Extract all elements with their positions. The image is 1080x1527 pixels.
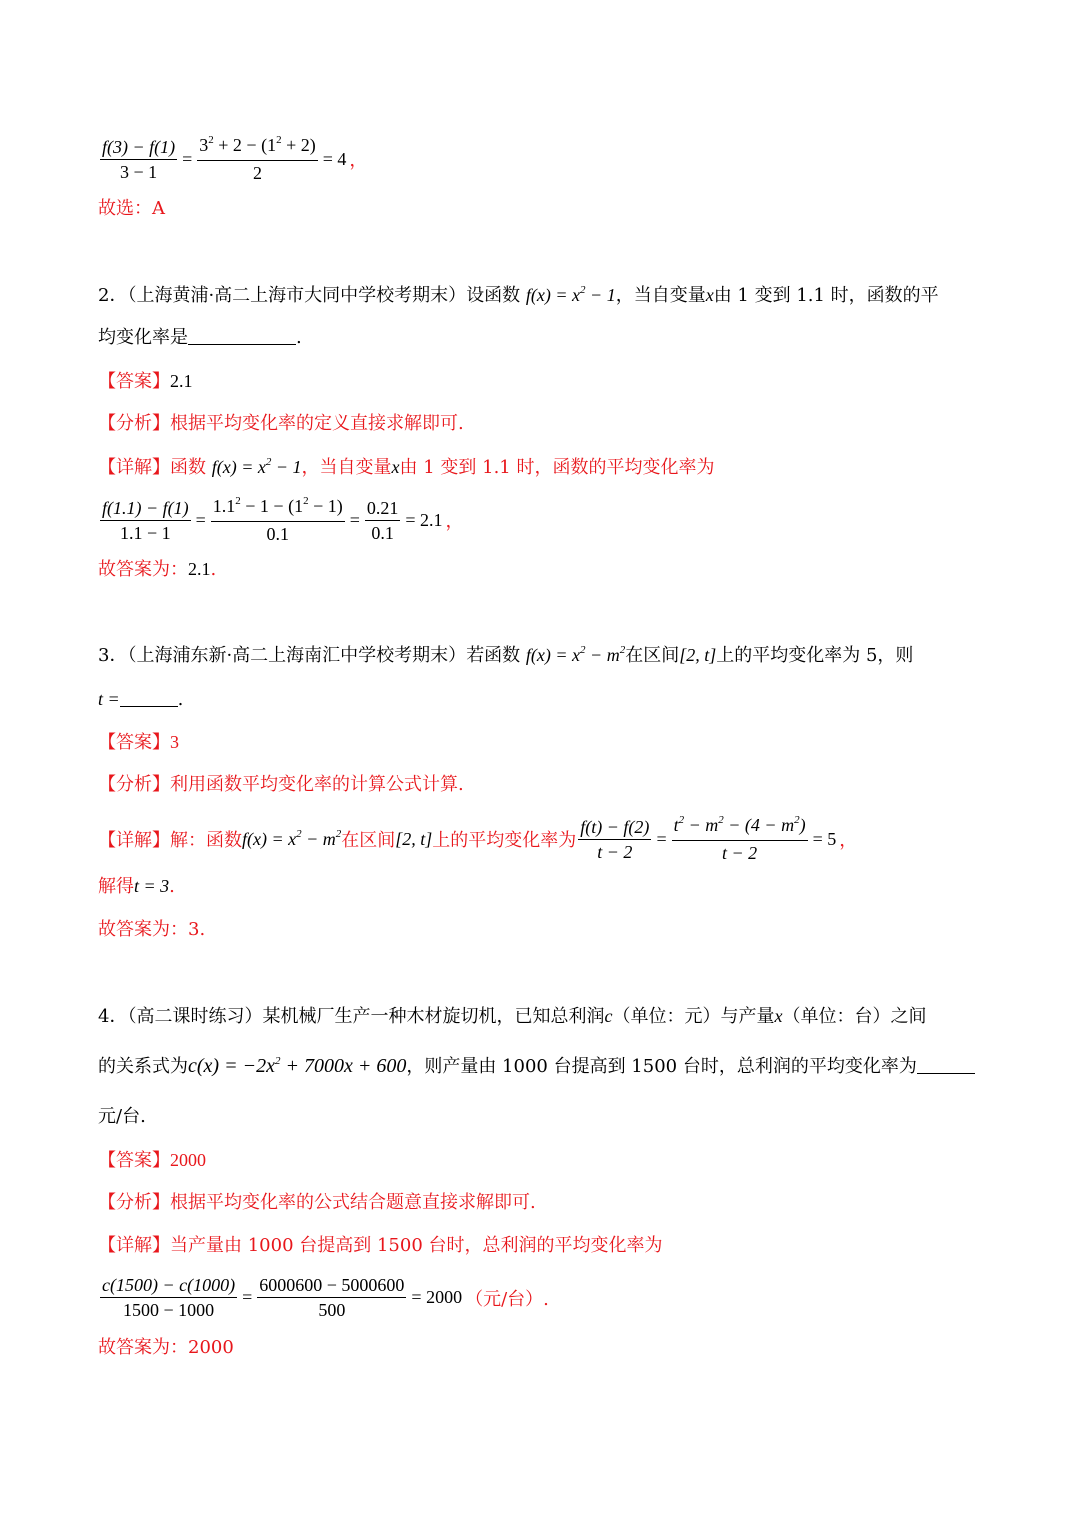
- numerator: f(1.1) − f(1): [100, 496, 191, 521]
- exponent: 2: [718, 814, 724, 826]
- function-expression: [188, 1055, 406, 1077]
- question-text: ，当自变量: [615, 285, 706, 306]
- function-expression: [212, 457, 302, 477]
- q3-analysis: [98, 772, 464, 798]
- question-text: ，则产量由 1000 台提高到 1500 台时，总利润的平均变化率为: [406, 1056, 917, 1077]
- answer-label: 【答案】: [98, 1150, 170, 1171]
- numerator-part: − 1 − (1: [240, 496, 304, 516]
- numerator: 6000600 − 5000600: [257, 1273, 406, 1298]
- punctuation: ，: [445, 511, 464, 532]
- final-value: 2.1: [188, 559, 211, 579]
- unit-text: （元/台）.: [465, 1288, 549, 1310]
- question-text: 均变化率是: [98, 327, 188, 348]
- question-text: 在区间: [625, 645, 680, 666]
- denominator: 1.1 − 1: [119, 522, 171, 543]
- exponent: 2: [678, 814, 685, 826]
- q4-stem-line1: [98, 1003, 926, 1030]
- equals-sign: =: [242, 1287, 253, 1307]
- question-text: 由 1 变到 1.1 时，函数的平: [713, 285, 939, 306]
- analysis-text: 根据平均变化率的公式结合题意直接求解即可.: [170, 1192, 536, 1213]
- fraction: [100, 1273, 237, 1322]
- detail-text: 上的平均变化率为: [432, 830, 577, 851]
- q4-analysis: [98, 1190, 536, 1216]
- punctuation: .: [169, 876, 175, 897]
- result: = 4: [322, 148, 347, 169]
- answer-blank: [120, 688, 178, 707]
- expression-part: f(x) = x: [211, 457, 266, 477]
- function-expression: [526, 285, 616, 305]
- expression-part: c(x) = −2x: [188, 1055, 275, 1077]
- detail-label: 【详解】: [98, 1235, 170, 1256]
- exponent: 2: [335, 827, 342, 840]
- expression-part: − 1: [585, 285, 616, 305]
- question-text: 上的平均变化率为 5，则: [716, 645, 914, 666]
- numerator-part: 3: [199, 135, 209, 155]
- fraction: [100, 135, 177, 184]
- expression-part: − 1: [271, 457, 302, 477]
- numerator-part: + 2 − (1: [213, 135, 277, 155]
- detail-text: 当产量由 1000 台提高到 1500 台时，总利润的平均变化率为: [170, 1235, 663, 1256]
- q4-answer: [98, 1147, 206, 1174]
- numerator-part: t: [673, 815, 679, 835]
- variable: x: [705, 285, 714, 305]
- equals-sign: =: [349, 509, 360, 530]
- function-expression: [526, 645, 625, 665]
- denominator: 500: [318, 1300, 346, 1320]
- denominator: 2: [253, 163, 262, 183]
- punctuation: ，: [349, 150, 368, 171]
- analysis-label: 【分析】: [98, 774, 170, 795]
- answer-value: 2.1: [170, 371, 193, 391]
- punctuation: .: [210, 559, 217, 580]
- punctuation: .: [296, 327, 302, 348]
- interval: [2, t]: [395, 828, 433, 849]
- expression-part: f(x) = x: [525, 285, 581, 305]
- q2-stem-line2: [98, 325, 302, 351]
- exponent: 2: [619, 644, 626, 656]
- q3-stem-line2: [98, 686, 183, 713]
- q4-final: 故答案为：2000: [98, 1337, 234, 1358]
- equals-sign: =: [195, 509, 206, 530]
- expression-part: − m: [585, 645, 620, 665]
- analysis-text: 根据平均变化率的定义直接求解即可.: [170, 413, 464, 434]
- detail-text: 由 1 变到 1.1 时，函数的平均变化率为: [399, 457, 715, 478]
- solve-text: 解得: [98, 876, 134, 897]
- q4-stem-line2: [98, 1053, 975, 1082]
- exponent: 2: [276, 134, 282, 146]
- numerator-part: − m: [684, 815, 719, 835]
- q2-detail: [98, 454, 714, 483]
- q3-stem-line1: [98, 642, 913, 671]
- q4-detail: [98, 1233, 663, 1259]
- q2-equation: [98, 494, 464, 546]
- question-source: （上海浦东新·高二上海南汇中学校考期末）: [127, 645, 467, 666]
- numerator: f(3) − f(1): [100, 135, 177, 160]
- analysis-label: 【分析】: [98, 1192, 170, 1213]
- numerator-part: − (4 − m: [723, 815, 795, 835]
- detail-text: 函数: [170, 457, 212, 478]
- answer-blank: [188, 326, 296, 345]
- answer-label: 【答案】: [98, 371, 170, 392]
- q3-detail: [98, 813, 857, 865]
- fraction: [578, 815, 651, 864]
- analysis-text: 利用函数平均变化率的计算公式计算.: [170, 774, 464, 795]
- exponent: 2: [794, 814, 800, 826]
- expression-part: f(x) = x: [525, 645, 581, 665]
- question-source: （高二课时练习）: [127, 1006, 263, 1027]
- punctuation: .: [177, 689, 184, 710]
- denominator: 1500 − 1000: [122, 1300, 215, 1320]
- variable: x: [391, 457, 400, 477]
- exponent: 2: [235, 495, 241, 507]
- expression-part: + 7000x + 600: [280, 1055, 407, 1077]
- q3-solve: [98, 873, 175, 900]
- q4-equation: [98, 1273, 549, 1322]
- variable: c: [604, 1006, 613, 1026]
- detail-label: 【详解】: [98, 830, 170, 851]
- result: = 2.1: [405, 509, 443, 530]
- numerator: f(t) − f(2): [578, 815, 651, 840]
- variable: t =: [98, 689, 120, 709]
- numerator: 0.21: [365, 496, 401, 521]
- question-source: （上海黄浦·高二上海市大同中学校考期末）: [127, 285, 467, 306]
- numerator-part: 1.1: [212, 496, 236, 516]
- function-expression: [242, 829, 341, 850]
- equals-sign: =: [656, 828, 667, 849]
- question-number: 4．: [98, 1006, 128, 1027]
- answer-value: 2000: [170, 1150, 206, 1170]
- result: = 5: [812, 828, 837, 849]
- q1-equation: [98, 133, 367, 185]
- q2-answer: [98, 368, 193, 395]
- denominator: t − 2: [597, 841, 633, 862]
- answer-label: 【答案】: [98, 732, 170, 753]
- exponent: 2: [296, 827, 302, 840]
- expression-part: f(x) = x: [242, 828, 297, 849]
- fraction: [197, 133, 317, 185]
- question-text: （单位：台）之间: [782, 1006, 927, 1027]
- equals-sign: =: [182, 148, 193, 169]
- answer-value: 3: [170, 732, 179, 752]
- interval: [2, t]: [679, 645, 717, 665]
- answer-blank: [917, 1055, 975, 1074]
- question-number: 3．: [98, 645, 128, 666]
- question-text: 若函数: [466, 645, 526, 666]
- denominator: 3 − 1: [119, 161, 158, 182]
- denominator: 0.1: [371, 522, 394, 543]
- exponent: 2: [265, 456, 272, 468]
- numerator: c(1500) − c(1000): [100, 1273, 237, 1298]
- expression-part: − m: [301, 828, 336, 849]
- detail-text: 在区间: [341, 830, 396, 851]
- fraction: [211, 494, 345, 546]
- exponent: 2: [580, 644, 586, 656]
- solve-value: t = 3: [134, 876, 170, 896]
- q2-final: [98, 556, 216, 583]
- q3-final: 故答案为：3.: [98, 919, 206, 940]
- question-number: 2．: [98, 285, 128, 306]
- q2-analysis: [98, 411, 464, 437]
- fraction: [365, 496, 401, 545]
- numerator-part: + 2): [281, 135, 316, 155]
- q2-stem-line1: [98, 282, 939, 311]
- punctuation: ，: [839, 830, 858, 851]
- analysis-label: 【分析】: [98, 413, 170, 434]
- q1-choice: 故选：A: [98, 198, 165, 219]
- question-text: （单位：元）与产量: [612, 1006, 775, 1027]
- denominator: 0.1: [266, 524, 289, 544]
- exponent: 2: [580, 284, 586, 296]
- fraction: [100, 496, 191, 545]
- q4-stem-line3: 元/台.: [98, 1106, 146, 1127]
- variable: x: [774, 1006, 783, 1026]
- detail-text: ，当自变量: [301, 457, 392, 478]
- q3-answer: [98, 729, 179, 756]
- question-text: 某机械厂生产一种木材旋切机，已知总利润: [262, 1006, 605, 1027]
- fraction: [257, 1273, 406, 1322]
- question-text: 的关系式为: [98, 1056, 188, 1077]
- numerator-part: − 1): [308, 496, 343, 516]
- fraction: [672, 813, 808, 865]
- result: = 2000: [411, 1287, 463, 1307]
- exponent: 2: [208, 134, 214, 146]
- exponent: 2: [274, 1055, 281, 1067]
- detail-label: 【详解】: [98, 457, 170, 478]
- question-text: 设函数: [466, 285, 526, 306]
- numerator-part: ): [799, 815, 806, 835]
- exponent: 2: [303, 495, 309, 507]
- denominator: t − 2: [722, 843, 758, 863]
- final-label: 故答案为：: [98, 559, 188, 580]
- detail-text: 解：函数: [170, 830, 242, 851]
